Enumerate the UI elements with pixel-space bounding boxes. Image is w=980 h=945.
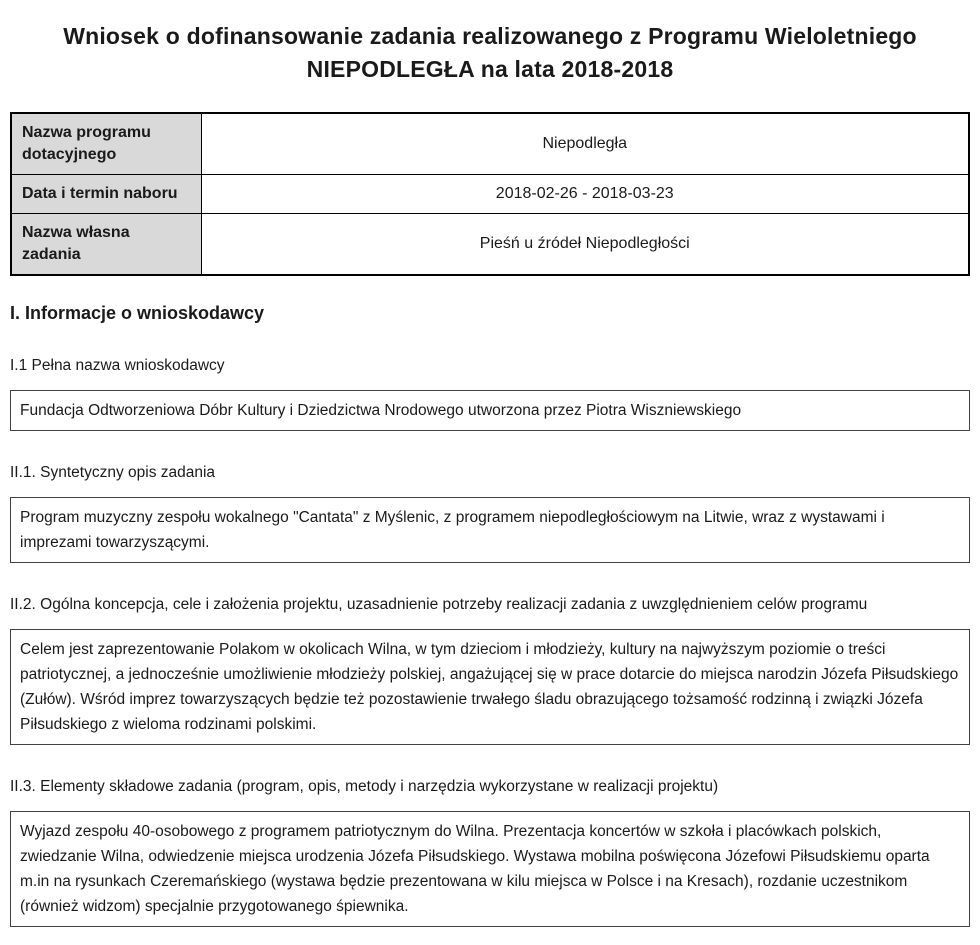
table-row — [11, 175, 969, 214]
row-value-task-name: Pieśń u źródeł Niepodległości — [201, 214, 969, 276]
field-label: I.1 Pełna nazwa wnioskodawcy — [10, 357, 225, 374]
section-heading-applicant-info: I. Informacje o wnioskodawcy — [10, 303, 265, 323]
document-title — [40, 20, 940, 86]
field-value-box: Wyjazd zespołu 40-osobowego z programem patriotycznym do Wilna. Prezentacja koncertów w szkoła i placówkach polskich, zwiedzanie Wilna, odwiedzenie miejsca urodzenia Józefa Piłsudskiego. Wystawa mobilna poświęcona Józefowi Piłsudskiemu oparta m.in na rysunkach Czeremańskiego (wystawa będzie prezentowana w kilu miejsca w Polsce i na Kresach), rozdanie uczestnikom (również widzom) specjalnie przygotowanego śpiewnika. — [10, 811, 970, 927]
document-title-line1: Wniosek o dofinansowanie zadania realizowanego z Programu Wieloletniego — [63, 23, 917, 49]
row-value-program-name: Niepodległa — [201, 113, 969, 175]
field-label: II.1. Syntetyczny opis zadania — [10, 464, 216, 481]
table-row — [11, 214, 969, 276]
table-row — [11, 113, 969, 175]
row-label-call-dates: Data i termin naboru — [11, 175, 201, 214]
field-task-components — [10, 778, 970, 927]
field-value-box: Fundacja Odtworzeniowa Dóbr Kultury i Dziedzictwa Nrodowego utworzona przez Piotra Wiszniewskiego — [10, 390, 970, 431]
row-value-call-dates: 2018-02-26 - 2018-03-23 — [201, 175, 969, 214]
field-value-box: Celem jest zaprezentowanie Polakom w okolicach Wilna, w tym dzieciom i młodzieży, kultury na najwyższym poziomie o treści patriotycznej, a jednocześnie umożliwienie młodzieży polskiej, angażującej się w prace dotarcie do miejsca narodzin Józefa Piłsudskiego (Zułów). Wśród imprez towarzyszących będzie też pozostawienie trwałego śladu obrazującego tożsamość rodzinną i związki Józefa Piłsudskiego z wieloma rodzinami polskimi. — [10, 629, 970, 745]
field-applicant-full-name — [10, 357, 970, 431]
field-label: II.3. Elementy składowe zadania (program, opis, metody i narzędzia wykorzystane w realizacji projektu) — [10, 778, 719, 795]
field-label: II.2. Ogólna koncepcja, cele i założenia projektu, uzasadnienie potrzeby realizacji zadania z uwzględnieniem celów programu — [10, 596, 868, 613]
row-label-task-name: Nazwa własna zadania — [11, 214, 201, 276]
field-value-box: Program muzyczny zespołu wokalnego "Cantata" z Myślenic, z programem niepodległościowym na Litwie, wraz z wystawami i imprezami towarzyszącymi. — [10, 497, 970, 563]
document-title-line2: NIEPODLEGŁA na lata 2018-2018 — [306, 56, 674, 82]
field-task-synthetic-description — [10, 464, 970, 563]
field-project-concept-goals — [10, 596, 970, 745]
summary-table — [10, 112, 970, 276]
row-label-program-name: Nazwa programu dotacyjnego — [11, 113, 201, 175]
